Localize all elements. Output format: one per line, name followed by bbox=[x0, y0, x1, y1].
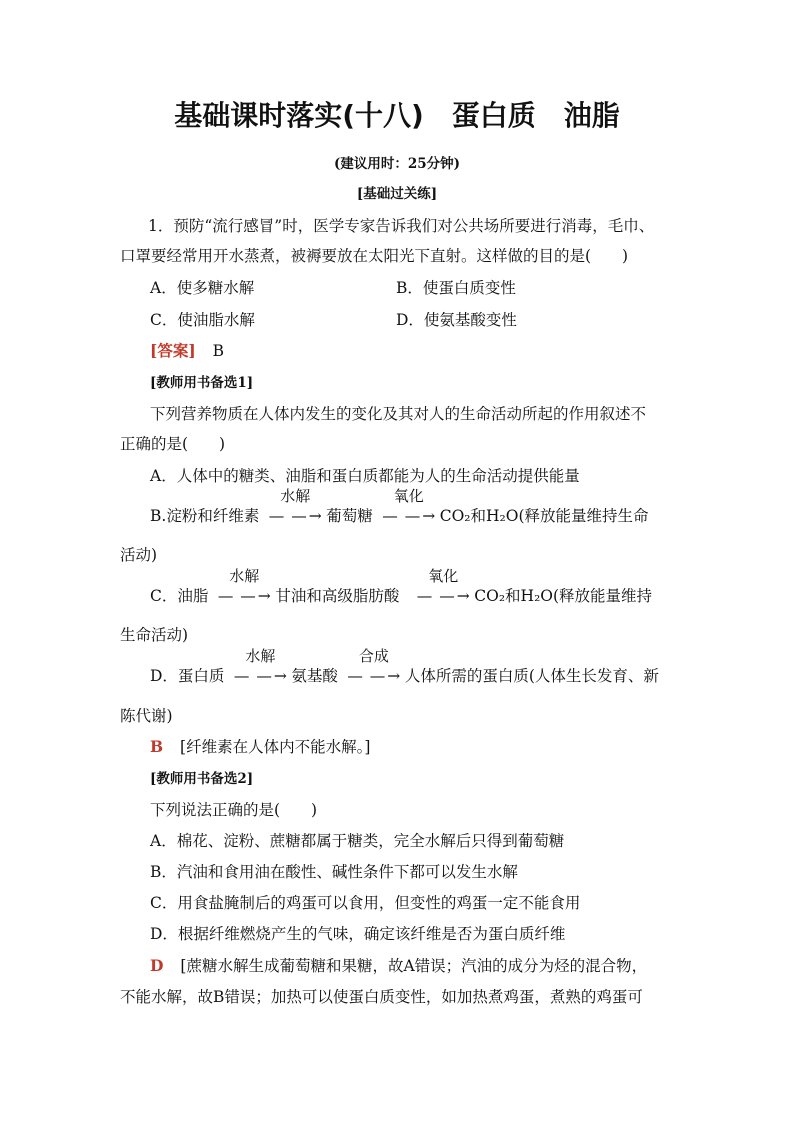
arrow-label: 合成 bbox=[358, 647, 389, 665]
t2-answer bbox=[150, 956, 647, 976]
t1-d-reactant: D．蛋白质 bbox=[150, 667, 225, 685]
t2-option-c: C．用食盐腌制后的鸡蛋可以食用，但变性的鸡蛋一定不能食用 bbox=[150, 894, 581, 912]
t1-d-product: 氨基酸 bbox=[291, 667, 338, 685]
teacher-supplement-2-tag: [教师用书备选2] bbox=[150, 771, 254, 787]
t2-stem: 下列说法正确的是( ) bbox=[150, 801, 318, 819]
hydrolysis-arrow: 水解 — —→ bbox=[264, 506, 326, 526]
hydrolysis-arrow: 水解 — —→ bbox=[213, 586, 275, 606]
time-note: (建议用时：25分钟) bbox=[333, 156, 461, 172]
q1-answer bbox=[150, 341, 224, 361]
q1-option-b: B．使蛋白质变性 bbox=[396, 279, 516, 297]
arrow-label: 水解 bbox=[280, 487, 311, 505]
t1-d-tail: 人体所需的蛋白质(人体生长发育、新 bbox=[404, 667, 659, 685]
t1-option-d-cont: 陈代谢) bbox=[120, 707, 173, 725]
arrow-label: 氧化 bbox=[393, 487, 424, 505]
t1-stem-line1: 下列营养物质在人体内发生的变化及其对人的生命活动所起的作用叙述不 bbox=[150, 405, 647, 423]
synthesis-arrow: 合成 — —→ bbox=[343, 666, 405, 686]
t2-option-a: A．棉花、淀粉、蔗糖都属于糖类，完全水解后只得到葡萄糖 bbox=[150, 832, 565, 850]
q1-option-a: A．使多糖水解 bbox=[150, 279, 255, 297]
t1-option-c-cont: 生命活动) bbox=[120, 626, 189, 644]
co2-formula: CO₂ bbox=[439, 507, 471, 525]
section-heading: [基础过关练] bbox=[356, 186, 438, 202]
answer-letter: B bbox=[150, 737, 164, 756]
t1-option-c bbox=[150, 567, 653, 606]
oxidation-arrow: 氧化 — —→ bbox=[378, 506, 440, 526]
teacher-supplement-1-tag: [教师用书备选1] bbox=[150, 375, 254, 391]
hydrolysis-arrow: 水解 — —→ bbox=[229, 666, 291, 686]
t1-c-product: 甘油和高级脂肪酸 bbox=[275, 587, 400, 605]
arrow-label: 水解 bbox=[229, 567, 260, 585]
arrow-label: 水解 bbox=[245, 647, 276, 665]
q1-option-c: C．使油脂水解 bbox=[150, 311, 255, 329]
t1-option-b-cont: 活动) bbox=[120, 546, 158, 564]
co2-formula: CO₂ bbox=[474, 587, 506, 605]
answer-explanation-line1: [蔗糖水解生成葡萄糖和果糖，故A错误；汽油的成分为烃的混合物， bbox=[180, 957, 648, 975]
q1-stem-line2: 口罩要经常用开水蒸煮，被褥要放在太阳光下直射。这样做的目的是( ) bbox=[120, 247, 629, 265]
answer-explanation: [纤维素在人体内不能水解。] bbox=[180, 738, 371, 756]
t1-answer bbox=[150, 737, 370, 757]
arrow-label: 氧化 bbox=[428, 567, 459, 585]
t1-b-reactant: B.淀粉和纤维素 bbox=[150, 507, 260, 525]
q1-stem-line1: 1．预防“流行感冒”时，医学专家告诉我们对公共场所要进行消毒，毛巾、 bbox=[148, 217, 655, 235]
t1-option-d bbox=[150, 647, 659, 686]
t1-c-tail: 和H₂O(释放能量维持 bbox=[505, 587, 653, 605]
t1-option-a: A．人体中的糖类、油脂和蛋白质都能为人的生命活动提供能量 bbox=[150, 467, 580, 485]
t1-b-tail: 和H₂O(释放能量维持生命 bbox=[470, 507, 649, 525]
oxidation-arrow: 氧化 — —→ bbox=[412, 586, 474, 606]
t2-option-b: B．汽油和食用油在酸性、碱性条件下都可以发生水解 bbox=[150, 863, 518, 881]
t1-stem-line2: 正确的是( ) bbox=[120, 435, 226, 453]
answer-explanation-line2: 不能水解，故B错误；加热可以使蛋白质变性，如加热煮鸡蛋，煮熟的鸡蛋可 bbox=[120, 988, 643, 1006]
t1-c-reactant: C．油脂 bbox=[150, 587, 209, 605]
answer-value: B bbox=[212, 342, 224, 360]
q1-option-d: D．使氨基酸变性 bbox=[396, 311, 517, 329]
t2-option-d: D．根据纤维燃烧产生的气味，确定该纤维是否为蛋白质纤维 bbox=[150, 925, 566, 943]
t1-option-b bbox=[150, 487, 649, 526]
page-title: 基础课时落实(十八) 蛋白质 油脂 bbox=[174, 99, 620, 132]
answer-tag: [答案] bbox=[150, 341, 196, 360]
answer-letter: D bbox=[150, 956, 164, 975]
t1-b-product: 葡萄糖 bbox=[326, 507, 373, 525]
